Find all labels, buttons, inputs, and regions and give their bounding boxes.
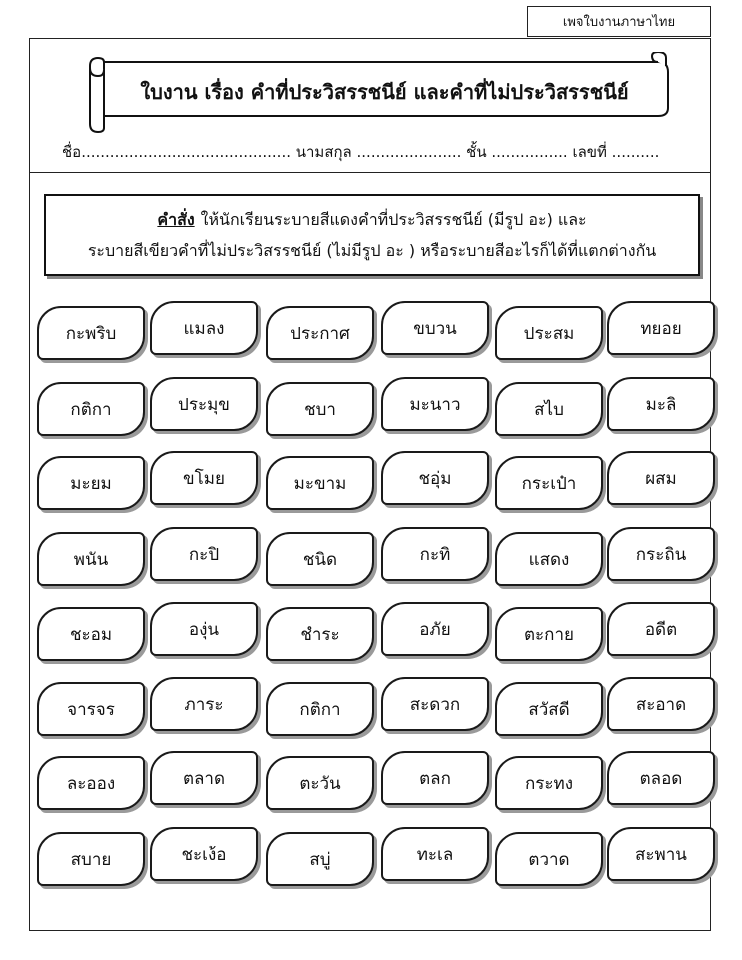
instruction-line-1 — [157, 204, 586, 235]
word-card[interactable]: ตะกาย — [495, 607, 603, 661]
word-card[interactable]: ประกาศ — [266, 306, 374, 360]
word-card[interactable]: อภัย — [381, 602, 489, 656]
word-card[interactable]: กติกา — [37, 382, 145, 436]
word-card[interactable]: มะลิ — [607, 377, 715, 431]
word-card[interactable]: ตะวัน — [266, 756, 374, 810]
word-card[interactable]: ชำระ — [266, 607, 374, 661]
word-card[interactable]: สบู่ — [266, 832, 374, 886]
word-card[interactable]: ภาระ — [150, 677, 258, 731]
instruction-line-2: ระบายสีเขียวคำที่ไม่ประวิสรรชนีย์ (ไม่มีรูป อะ ) หรือระบายสีอะไรก็ได้ที่แตกต่างกัน — [87, 241, 657, 260]
instruction-label: คำสั่ง — [157, 210, 195, 229]
word-card[interactable]: ละออง — [37, 756, 145, 810]
word-card[interactable]: สะพาน — [607, 827, 715, 881]
word-card[interactable]: ประสม — [495, 306, 603, 360]
word-card[interactable]: ตลก — [381, 751, 489, 805]
word-card[interactable]: กระทง — [495, 756, 603, 810]
word-card[interactable]: ทะเล — [381, 827, 489, 881]
word-card[interactable]: ขโมย — [150, 451, 258, 505]
word-card[interactable]: จารจร — [37, 682, 145, 736]
word-card[interactable]: กติกา — [266, 682, 374, 736]
word-card[interactable]: ประมุข — [150, 377, 258, 431]
word-card[interactable]: สบาย — [37, 832, 145, 886]
word-card[interactable]: สะอาด — [607, 677, 715, 731]
word-card[interactable]: ขบวน — [381, 301, 489, 355]
word-card[interactable]: ตวาด — [495, 832, 603, 886]
word-card[interactable]: อดีต — [607, 602, 715, 656]
word-card[interactable]: สวัสดี — [495, 682, 603, 736]
word-card[interactable]: ชนิด — [266, 532, 374, 586]
word-card[interactable]: แมลง — [150, 301, 258, 355]
word-card[interactable]: ชอุ่ม — [381, 451, 489, 505]
word-card[interactable]: มะขาม — [266, 456, 374, 510]
word-card[interactable]: ผสม — [607, 451, 715, 505]
instruction-box — [44, 194, 700, 276]
word-card[interactable]: มะยม — [37, 456, 145, 510]
word-card[interactable]: กะทิ — [381, 527, 489, 581]
word-card[interactable]: ตลาด — [150, 751, 258, 805]
word-card[interactable]: ชะเง้อ — [150, 827, 258, 881]
word-card[interactable]: ชบา — [266, 382, 374, 436]
word-card[interactable]: ทยอย — [607, 301, 715, 355]
worksheet-title: ใบงาน เรื่อง คำที่ประวิสรรชนีย์ และคำที่ไม่ประวิสรรชนีย์ — [140, 80, 629, 104]
word-card[interactable]: แสดง — [495, 532, 603, 586]
word-card[interactable]: กระเป๋า — [495, 456, 603, 510]
word-card[interactable]: มะนาว — [381, 377, 489, 431]
word-card[interactable]: พนัน — [37, 532, 145, 586]
page-tag: เพจใบงานภาษาไทย — [527, 6, 711, 37]
word-card[interactable]: กะปิ — [150, 527, 258, 581]
instruction-text-1: ให้นักเรียนระบายสีแดงคำที่ประวิสรรชนีย์ (มีรูป อะ) และ — [200, 210, 587, 229]
word-card[interactable]: กระถิน — [607, 527, 715, 581]
word-card[interactable]: ชะอม — [37, 607, 145, 661]
word-card[interactable]: สไบ — [495, 382, 603, 436]
header-divider — [29, 172, 711, 173]
word-card[interactable]: สะดวก — [381, 677, 489, 731]
word-card[interactable]: กะพริบ — [37, 306, 145, 360]
word-card[interactable]: องุ่น — [150, 602, 258, 656]
student-info-line: ชื่อ............................................ นามสกุล ...................... ชั้น ................ เลขที่ .......... — [62, 143, 660, 161]
word-card[interactable]: ตลอด — [607, 751, 715, 805]
